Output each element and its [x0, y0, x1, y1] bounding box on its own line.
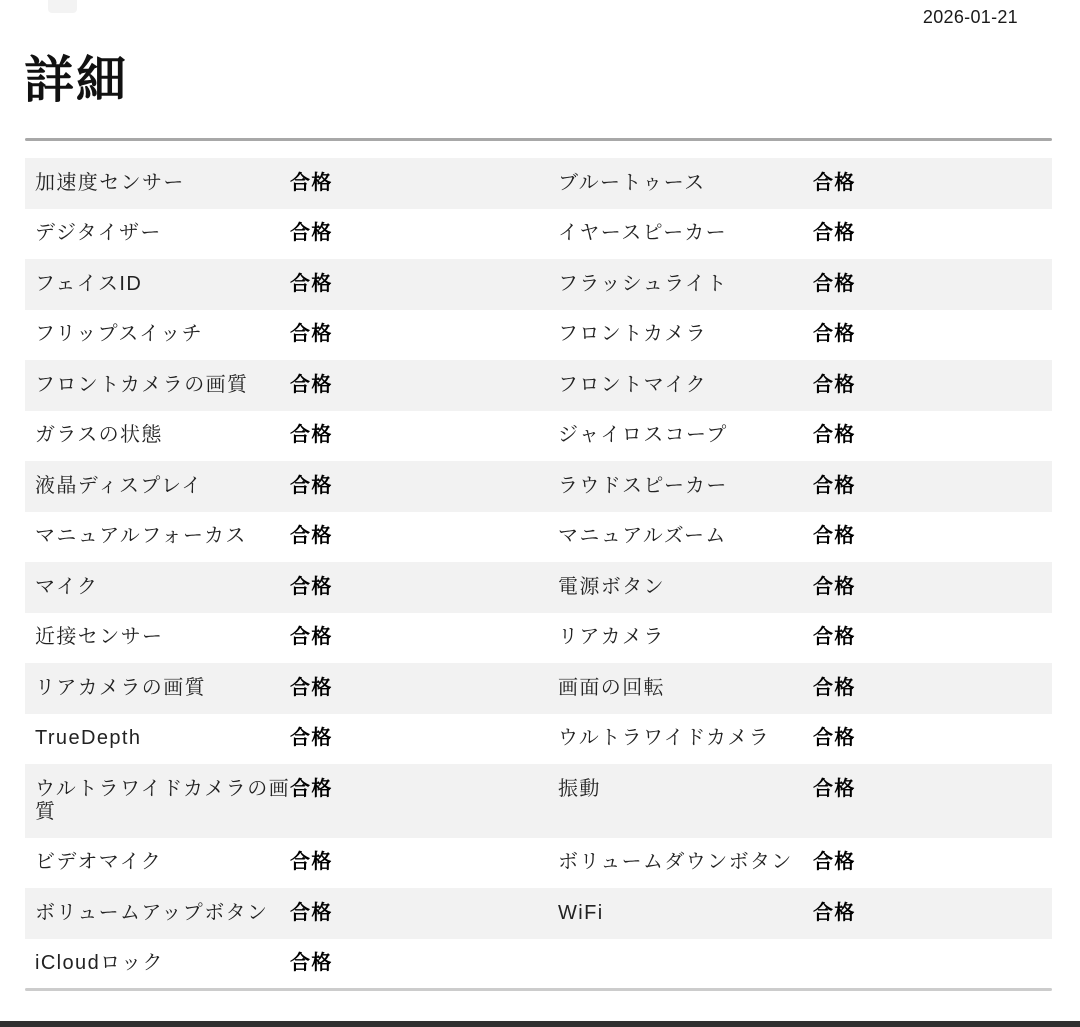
test-result-value: 合格 [290, 474, 333, 497]
test-item-label: ウルトラワイドカメラの画質 [35, 777, 290, 823]
test-result-value: 合格 [813, 373, 856, 396]
table-row [25, 613, 1052, 664]
test-result-value: 合格 [813, 777, 856, 800]
test-item-label: フリップスイッチ [35, 323, 203, 345]
test-result-value: 合格 [290, 373, 333, 396]
test-result-value: 合格 [813, 424, 856, 446]
table-row [25, 714, 1052, 765]
test-result-value: 合格 [290, 171, 333, 194]
test-result-value: 合格 [813, 171, 856, 194]
table-row [25, 562, 1052, 613]
test-result-value: 合格 [290, 727, 333, 749]
test-item-label [558, 952, 813, 975]
table-row [25, 663, 1052, 714]
test-result-value: 合格 [813, 272, 856, 295]
test-item-label: ガラスの状態 [35, 424, 163, 446]
test-item-label: マニュアルフォーカス [35, 525, 247, 547]
test-item-label: ブルートゥース [558, 171, 706, 194]
cutoff-header-fragment [48, 0, 77, 13]
table-row [25, 158, 1052, 209]
test-result-value: 合格 [813, 323, 856, 345]
test-item-label: 画面の回転 [558, 676, 665, 699]
test-item-label: デジタイザー [35, 222, 162, 244]
test-item-label: フロントマイク [558, 373, 707, 396]
test-result-value: 合格 [290, 901, 333, 924]
test-result-value: 合格 [813, 901, 856, 924]
test-result-value: 合格 [813, 474, 856, 497]
table-row [25, 838, 1052, 889]
test-result-value: 合格 [290, 323, 333, 345]
test-result-value: 合格 [813, 575, 856, 598]
test-result-value: 合格 [290, 851, 333, 873]
test-item-label: マイク [35, 575, 99, 598]
test-result-value: 合格 [290, 777, 333, 800]
test-result-value: 合格 [813, 727, 856, 749]
test-item-label: フェイスID [35, 272, 143, 295]
test-result-value: 合格 [290, 676, 333, 699]
table-row [25, 461, 1052, 512]
test-result-value [813, 952, 1052, 975]
test-item-label: 振動 [558, 777, 601, 800]
test-item-label: フロントカメラ [558, 323, 708, 345]
test-item-label: イヤースピーカー [558, 222, 727, 244]
table-row [25, 939, 1052, 990]
test-result-value: 合格 [290, 424, 333, 446]
test-item-label: 加速度センサー [35, 171, 185, 194]
test-item-label: 近接センサー [35, 626, 164, 648]
test-result-value: 合格 [290, 626, 333, 648]
test-result-value: 合格 [813, 525, 856, 547]
title-divider [25, 138, 1052, 141]
test-result-value: 合格 [813, 626, 856, 648]
table-row [25, 764, 1052, 838]
test-item-label: リアカメラの画質 [35, 676, 206, 699]
test-item-label: リアカメラ [558, 626, 665, 648]
section-bottom-divider [25, 988, 1052, 991]
report-date: 2026-01-21 [922, 7, 1018, 27]
test-result-value: 合格 [290, 222, 333, 244]
table-row [25, 259, 1052, 310]
test-item-label: 液晶ディスプレイ [35, 474, 203, 497]
test-item-label: ラウドスピーカー [558, 474, 728, 497]
test-result-value: 合格 [813, 851, 856, 873]
table-row [25, 310, 1052, 361]
table-row [25, 888, 1052, 939]
test-result-value: 合格 [813, 222, 856, 244]
test-item-label: フロントカメラの画質 [35, 373, 249, 396]
footer-bar [0, 1021, 1080, 1027]
test-item-label: ビデオマイク [35, 851, 163, 873]
table-row [25, 512, 1052, 563]
results-table [25, 158, 1052, 989]
test-item-label: WiFi [558, 901, 604, 924]
test-result-value: 合格 [290, 575, 333, 598]
test-item-label: ボリュームダウンボタン [558, 851, 793, 873]
test-item-label: ジャイロスコープ [558, 424, 728, 446]
test-item-label: iCloudロック [35, 952, 164, 974]
test-item-label: ボリュームアップボタン [35, 901, 269, 924]
test-item-label: フラッシュライト [558, 272, 728, 295]
test-result-value: 合格 [290, 272, 333, 295]
page-title: 詳細 [24, 52, 128, 108]
test-item-label: マニュアルズーム [558, 525, 727, 547]
test-item-label: TrueDepth [35, 727, 142, 749]
table-row [25, 209, 1052, 260]
test-result-value: 合格 [290, 952, 333, 974]
test-item-label: 電源ボタン [558, 575, 665, 598]
table-row [25, 411, 1052, 462]
test-result-value: 合格 [290, 525, 333, 547]
test-item-label: ウルトラワイドカメラ [558, 727, 771, 749]
test-result-value: 合格 [813, 676, 856, 699]
table-row [25, 360, 1052, 411]
